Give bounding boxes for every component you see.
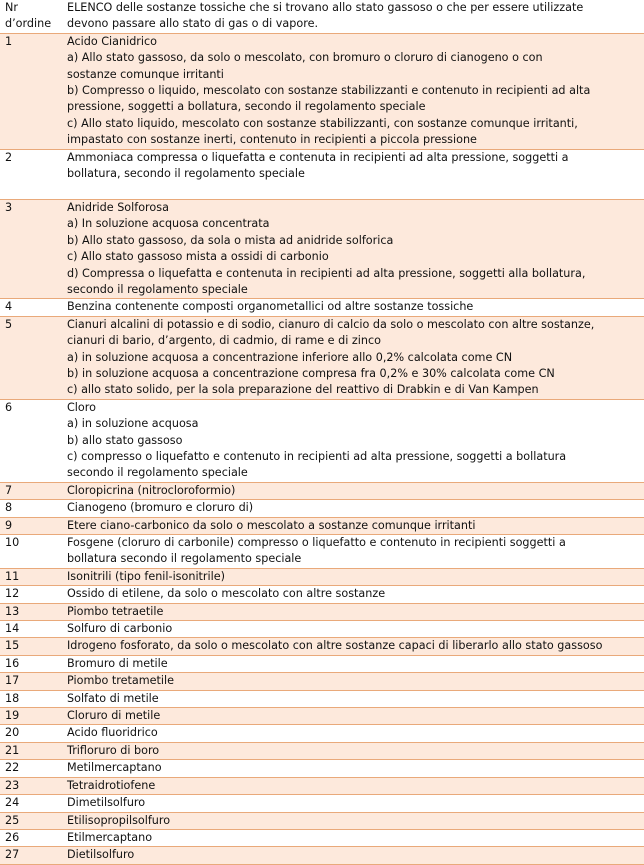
row-number-cell: 1 [0,33,64,149]
header-title-line: devono passare allo stato di gas o di vapore. [67,17,319,31]
table-header-row [0,0,644,33]
description-line: Solfato di metile [67,691,159,705]
description-line: a) Allo stato gassoso, da solo o mescolato, con bromuro o cloruro di cianogeno o con [67,51,543,65]
row-description-cell [64,33,644,149]
table-row [0,777,644,794]
row-description-cell [64,199,644,298]
row-number-cell: 21 [0,742,64,759]
row-description-cell [64,673,644,690]
row-number-cell: 10 [0,535,64,569]
header-number-line: Nr [5,1,18,14]
table-row [0,33,644,149]
row-number-cell: 2 [0,149,64,199]
row-number-cell: 23 [0,777,64,794]
table-row [0,535,644,569]
row-number-cell: 15 [0,638,64,655]
row-description-cell [64,708,644,725]
row-description-cell [64,725,644,742]
row-number-cell: 6 [0,399,64,482]
description-line: a) in soluzione acquosa [67,417,199,431]
description-line: a) In soluzione acquosa concentrata [67,217,270,231]
table-row [0,655,644,672]
row-description-cell [64,399,644,482]
table-row [0,621,644,638]
row-number-cell: 7 [0,482,64,499]
row-description-cell [64,690,644,707]
row-number-cell: 5 [0,316,64,399]
header-title-line: ELENCO delle sostanze tossiche che si trovano allo stato gassoso o che per essere utilizzate [67,1,584,14]
row-description-cell [64,500,644,517]
row-description-cell [64,847,644,864]
row-number-cell: 12 [0,586,64,603]
description-line: b) allo stato gassoso [67,433,183,447]
description-line: Fosgene (cloruro di carbonile) compresso o liquefatto e contenuto in recipienti soggetti a [67,536,566,549]
description-line: Cloropicrina (nitrocloroformio) [67,483,236,497]
description-line: Anidride Solforosa [67,200,169,214]
row-number-cell: 18 [0,690,64,707]
table-row [0,482,644,499]
description-line: Cianogeno (bromuro e cloruro di) [67,501,254,515]
description-line: Trifloruro di boro [67,743,160,757]
table-row [0,829,644,846]
row-description-cell [64,638,644,655]
row-number-cell: 27 [0,847,64,864]
row-description-cell [64,586,644,603]
table-row [0,760,644,777]
row-number-cell: 14 [0,621,64,638]
table-row [0,568,644,585]
description-line: Metilmercaptano [67,761,162,775]
row-number-cell: 13 [0,603,64,620]
row-description-cell [64,568,644,585]
row-number-cell: 8 [0,500,64,517]
description-line: Benzina contenente composti organometallici od altre sostanze tossiche [67,300,474,314]
row-number-cell: 25 [0,812,64,829]
row-number-cell: 3 [0,199,64,298]
description-line: Ossido di etilene, da solo o mescolato con altre sostanze [67,587,386,601]
description-line: Tetraidrotiofene [67,778,156,792]
table-row [0,149,644,199]
row-number-cell: 22 [0,760,64,777]
table-row [0,742,644,759]
description-line: Cianuri alcalini di potassio e di sodio, cianuro di calcio da solo o mescolato con altre sostanze, [67,317,595,331]
header-number-cell [0,0,64,33]
description-line: Solfuro di carbonio [67,622,173,636]
row-description-cell [64,777,644,794]
header-number-line: d’ordine [5,17,52,31]
row-description-cell [64,316,644,399]
description-line: b) in soluzione acquosa a concentrazione compresa fra 0,2% e 30% calcolata come CN [67,366,555,380]
row-description-cell [64,812,644,829]
row-number-cell: 11 [0,568,64,585]
description-line: cianuri di bario, d’argento, di cadmio, di rame e di zinco [67,334,381,348]
table-row [0,795,644,812]
row-number-cell: 19 [0,708,64,725]
table-row [0,199,644,298]
description-line: Acido fluoridrico [67,726,158,740]
row-number-cell: 4 [0,299,64,316]
row-description-cell [64,517,644,534]
description-line: Etilmercaptano [67,830,153,844]
row-number-cell: 24 [0,795,64,812]
description-line: d) Compressa o liquefatta e contenuta in recipienti ad alta pressione, soggetti alla bollatura, [67,266,586,280]
table-row [0,399,644,482]
table-row [0,299,644,316]
row-description-cell [64,655,644,672]
table-row [0,500,644,517]
row-description-cell [64,829,644,846]
description-line: Isonitrili (tipo fenil-isonitrile) [67,569,225,583]
table-row [0,690,644,707]
description-line: Dietilsolfuro [67,848,135,862]
description-line: c) allo stato solido, per la sola preparazione del reattivo di Drabkin e di Van Kampen [67,383,539,397]
row-description-cell [64,621,644,638]
description-line: bollatura secondo il regolamento speciale [67,552,302,566]
description-line [67,182,644,198]
row-number-cell: 17 [0,673,64,690]
description-line: Cloro [67,400,96,414]
header-title-cell [64,0,644,33]
table-row [0,708,644,725]
description-line: Acido Cianidrico [67,34,157,48]
table-row [0,812,644,829]
row-number-cell: 9 [0,517,64,534]
description-line: Bromuro di metile [67,656,168,670]
description-line: Dimetilsolfuro [67,796,146,810]
description-line: b) Allo stato gassoso, da sola o mista ad anidride solforica [67,233,394,247]
description-line: Etilisopropilsolfuro [67,813,171,827]
table-row [0,847,644,864]
table-row [0,673,644,690]
table-row [0,638,644,655]
description-line: a) in soluzione acquosa a concentrazione inferiore allo 0,2% calcolata come CN [67,350,513,364]
row-description-cell [64,603,644,620]
description-line: Etere ciano-carbonico da solo o mescolato a sostanze comunque irritanti [67,518,476,532]
row-description-cell [64,149,644,199]
row-number-cell: 26 [0,829,64,846]
row-description-cell [64,299,644,316]
row-description-cell [64,535,644,569]
description-line: Idrogeno fosforato, da solo o mescolato con altre sostanze capaci di liberarlo allo stato gassoso [67,639,603,653]
row-description-cell [64,482,644,499]
table-row [0,586,644,603]
description-line: bollatura, secondo il regolamento speciale [67,167,305,181]
row-description-cell [64,760,644,777]
row-number-cell: 16 [0,655,64,672]
description-line: sostanze comunque irritanti [67,67,224,81]
table-row [0,517,644,534]
description-line: c) compresso o liquefatto e contenuto in recipienti ad alta pressione, soggetti a bollatura [67,449,567,463]
row-description-cell [64,795,644,812]
description-line: Piombo tetraetile [67,604,164,618]
table-row [0,603,644,620]
table-row [0,316,644,399]
description-line: pressione, soggetti a bollatura, secondo il regolamento speciale [67,100,426,114]
row-number-cell: 20 [0,725,64,742]
description-line: b) Compresso o liquido, mescolato con sostanze stabilizzanti e contenuto in recipienti ad alta [67,84,591,98]
description-line: secondo il regolamento speciale [67,466,248,480]
row-description-cell [64,742,644,759]
description-line: c) Allo stato liquido, mescolato con sostanze stabilizzanti, con sostanze comunque irritanti, [67,116,578,130]
description-line: impastato con sostanze inerti, contenuto in recipienti a piccola pressione [67,133,477,147]
description-line: secondo il regolamento speciale [67,282,248,296]
description-line: Cloruro di metile [67,709,161,723]
description-line: Piombo tretametile [67,674,174,688]
table-row [0,725,644,742]
description-line: Ammoniaca compressa o liquefatta e contenuta in recipienti ad alta pressione, soggetti a [67,150,569,164]
description-line: c) Allo stato gassoso mista a ossidi di carbonio [67,250,329,264]
